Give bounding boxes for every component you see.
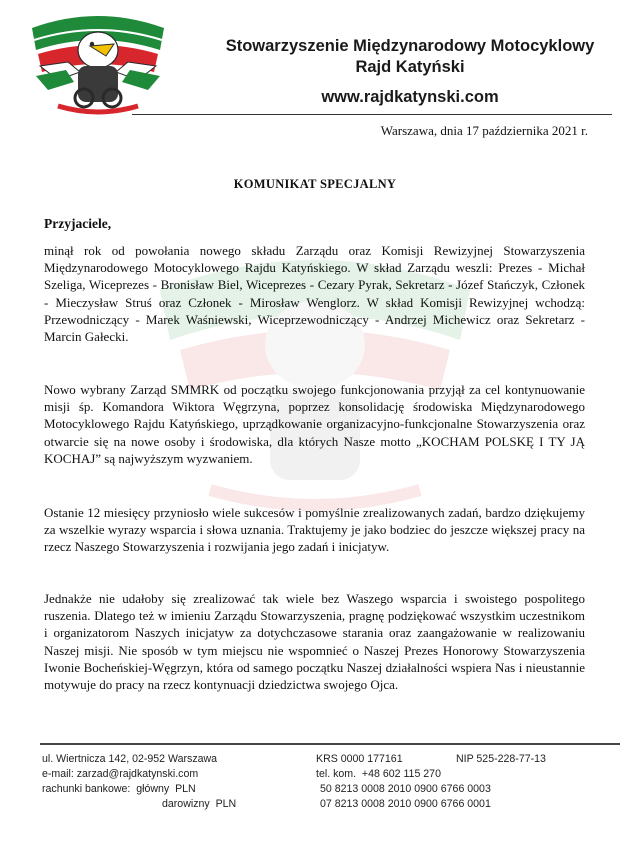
accounts-main-label: rachunki bankowe: główny: [42, 783, 170, 795]
footer-divider: [40, 743, 620, 745]
organization-name-line1: Stowarzyszenie Międzynarodowy Motocyklowy: [225, 37, 595, 55]
footer-krs: KRS 0000 177161: [316, 753, 403, 765]
website-address: www.rajdkatynski.com: [321, 88, 499, 106]
address-text: ul. Wiertnicza 142, 02-952 Warszawa: [42, 753, 218, 765]
footer-nip: NIP 525-228-77-13: [456, 753, 546, 765]
paragraph-3: Ostanie 12 miesięcy przyniosło wiele sukcesów i pomyślnie zrealizowanych zadań, bardzo dziękujemy za wszelkie wyrazy wsparcia i słowa uznania. Traktujemy je jako bodziec do jeszcze większej pracy na rzecz Naszego Stowarzyszenia i rozwijania jego zadań i inicjatyw.: [44, 505, 585, 555]
footer-account-main: 50 8213 0008 2010 0900 6766 0003: [320, 783, 491, 795]
organization-name-line2: Rajd Katyński: [355, 58, 465, 76]
letter-title: KOMUNIKAT SPECJALNY: [233, 177, 397, 191]
eagle-motorcycle-logo: [28, 10, 168, 116]
accounts-donations-label: darowizny: [162, 798, 210, 810]
footer-phone: tel. kom. +48 602 115 270: [316, 768, 441, 780]
letter-date: Warszawa, dnia 17 października 2021 r.: [380, 123, 588, 138]
header-divider: [132, 114, 612, 115]
footer-donations-label: [162, 797, 236, 813]
paragraph-4: Jednakże nie udałoby się zrealizować tak wiele bez Waszego wsparcia i swoistego pospolitego ruszenia. Dlatego też w imieniu Zarządu Stowarzyszenia, pragnę podziękować wszystkim uczestnikom i organizatorom Naszych inicjatyw za dotychczasowe starania oraz zaangażowanie w realizowaniu Naszej misji. Nie sposób w tym miejscu nie wspomnieć o Naszej Prezes Honorowy Stowarzyszenia Iwonie Bocheńskiej-Węgrzyn, która od samego początku Naszej działalności wspiera Nas i nieustannie motywuje do pracy na rzecz kontynuacji dziedzictwa swojego Ojca.: [44, 591, 585, 693]
currency-main: PLN: [175, 783, 196, 795]
paragraph-1: minął rok od powołania nowego składu Zarządu oraz Komisji Rewizyjnej Stowarzyszenia Międzynarodowego Motocyklowego Rajdu Katyńskiego. W skład Zarządu weszli: Prezes - Michał Szeliga, Wiceprezes - Bronisław Biel, Wiceprezes - Cezary Pyrak, Sekretarz - Józef Stańczyk, Członek - Mieczysław Struś oraz Członek - Mirosław Wenglorz. W skład Komisji Rewizyjnej wchodzą: Przewodniczący - Marek Waśniewski, Wiceprzewodniczący - Andrzej Michewicz oraz Sekretarz - Marcin Gałecki.: [44, 243, 585, 345]
footer-account-donations: 07 8213 0008 2010 0900 6766 0001: [320, 798, 491, 810]
letter-greeting: Przyjaciele,: [44, 216, 112, 231]
footer-email: e-mail: zarzad@rajdkatynski.com: [42, 768, 199, 780]
organization-name: [200, 36, 620, 78]
paragraph-2: Nowo wybrany Zarząd SMMRK od początku swojego funkcjonowania przyjął za cel kontynuowanie misji śp. Komandora Wiktora Węgrzyna, poprzez konsolidację środowiska Międzynarodowego Motocyklowego Rajdu Katyńskiego, uprządkowanie organizacyjno-funkcjonalne Stowarzyszenia oraz otwarcie się na nowe osoby i środowiska, dla których Nasze motto „KOCHAM POLSKĘ I TY JĄ KOCHAJ” są najwyższym wyzwaniem.: [44, 382, 585, 466]
footer-accounts-label: [42, 782, 196, 798]
currency-donations: PLN: [215, 798, 237, 810]
footer-address: [42, 752, 217, 768]
